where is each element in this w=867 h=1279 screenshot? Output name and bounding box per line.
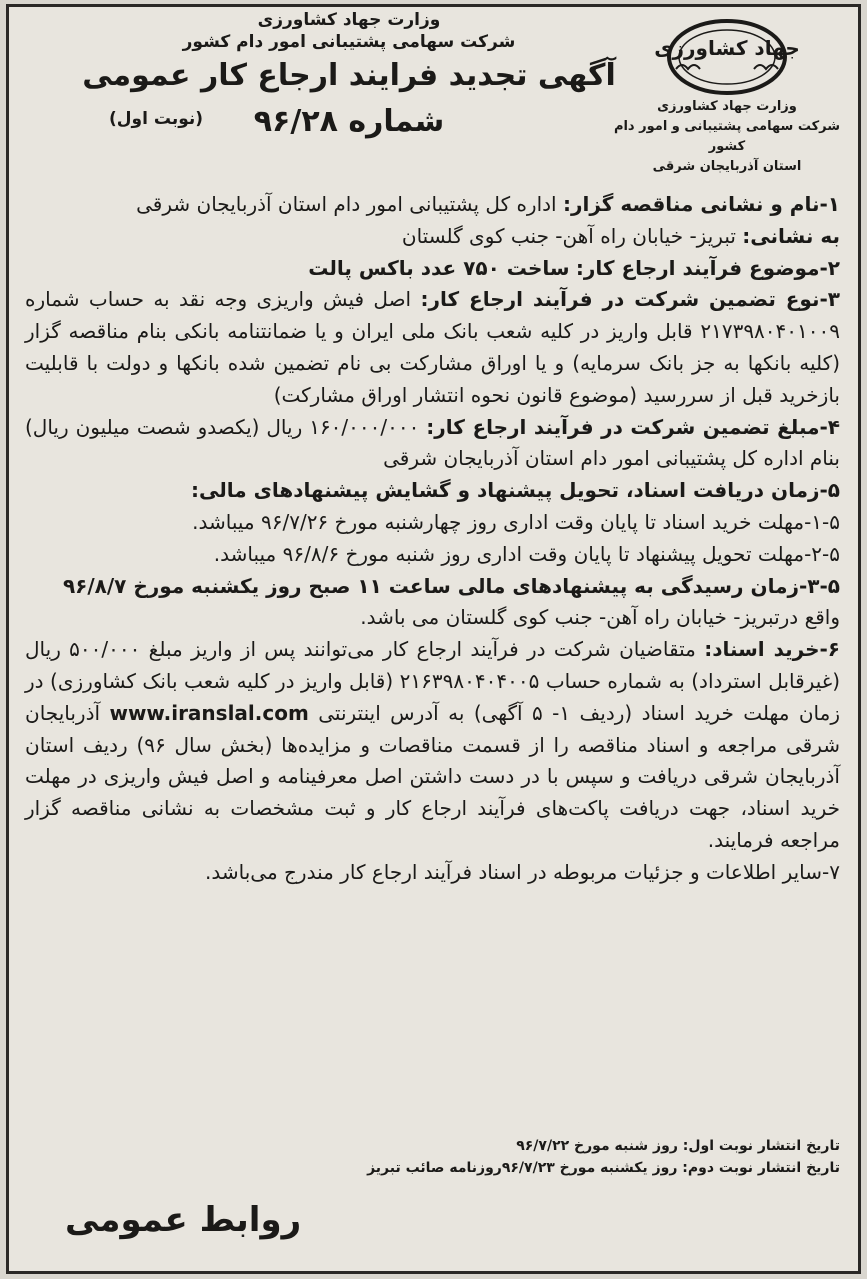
notice-turn: (نوبت اول) — [109, 109, 204, 129]
item-5-3: ۳-۵-زمان رسیدگی به پیشنهادهای مالی ساعت ۱۱ صبح روز یکشنبه مورخ ۹۶/۸/۷ — [62, 573, 840, 598]
publish-date-first: تاریخ انتشار نوبت اول: روز شنبه مورخ ۹۶/۷/۲۲ — [516, 1138, 840, 1154]
item-4-label: ۴-مبلغ تضمین شرکت در فرآیند ارجاع کار: — [426, 414, 841, 439]
notice-title: آگهی تجدید فرایند ارجاع کار عمومی — [82, 58, 616, 93]
item-5-1: ۱-۵-مهلت خرید اسناد تا پایان وقت اداری روز چهارشنبه مورخ ۹۶/۷/۲۶ میباشد. — [192, 509, 840, 534]
item-1-label: ۱-نام و نشانی مناقصه گزار: — [562, 192, 840, 216]
public-relations-signature: روابط عمومی — [65, 1200, 302, 1240]
item-3 — [25, 284, 840, 411]
item-1-address — [25, 221, 840, 253]
item-1-text: اداره کل پشتیبانی امور دام استان آذربایجان شرقی — [136, 192, 557, 216]
logo-block — [612, 17, 842, 187]
footer — [25, 1135, 840, 1240]
item-4-text: ۱۶۰/۰۰۰/۰۰۰ ریال (یکصدو شصت میلیون ریال) بنام اداره کل پشتیبانی امور دام استان آذربایجان شرقی — [25, 414, 840, 471]
ministry-name: وزارت جهاد کشاورزی — [257, 10, 441, 30]
item-6-text-b: آذربایجان شرقی مراجعه و اسناد مناقصه را از قسمت مناقصات و مزایده‌ها (بخش سال ۹۶) ردیف استان آذربایجان شرقی دریافت و سپس با در دست داشتن اصل معرفینامه و اصل فیش واریزی در مهلت خرید اسناد، جهت دریافت پاکت‌های فرآیند ارجاع کار و ثبت مشخصات به نشانی مناقصه گزار مراجعه فرمایند. — [25, 700, 840, 852]
notice-body — [25, 189, 840, 889]
item-2 — [25, 253, 840, 285]
logo-text: جهاد کشاورزی — [654, 36, 800, 60]
header-titles — [69, 9, 629, 145]
item-2-label: ۲-موضوع فرآیند ارجاع کار: — [575, 255, 840, 280]
item-3-text: اصل فیش واریزی وجه نقد به حساب شماره ۲۱۷۳۹۸۰۴۰۱۰۰۹ قابل واریز در کلیه شعب بانک ملی ایران و یا ضمانتنامه بانکی بنام مناقصه گزار (کلیه بانکها به جز بانک سرمایه) و یا اوراق مشارکت بی نام تضمین شده بانکها و دولت با قابلیت بازخرید قبل از سررسید (موضوع قانون نحوه انتشار اوراق مشارکت) — [25, 287, 840, 407]
item-6-url: www.iranslal.com — [109, 700, 309, 725]
logo-caption-ministry: وزارت جهاد کشاورزی — [657, 99, 797, 114]
item-2-text: ساخت ۷۵۰ عدد باکس پالت — [308, 255, 570, 280]
item-7: ۷-سایر اطلاعات و جزئیات مربوطه در اسناد فرآیند ارجاع کار مندرج می‌باشد. — [205, 859, 840, 884]
logo-caption-province: استان آذربایجان شرقی — [652, 159, 802, 174]
notice-number-row — [69, 99, 629, 145]
item-6 — [25, 634, 840, 857]
logo-caption-company: شرکت سهامی پشتیبانی و امور دام کشور — [613, 119, 841, 154]
item-1 — [25, 189, 840, 221]
company-name: شرکت سهامی پشتیبانی امور دام کشور — [182, 32, 516, 52]
item-4 — [25, 412, 840, 476]
jahad-logo-icon — [654, 17, 800, 97]
newspaper-clipping — [6, 4, 861, 1274]
item-1-address-label: به نشانی: — [742, 223, 840, 248]
item-6-label: ۶-خرید اسناد: — [704, 637, 841, 662]
item-3-label: ۳-نوع تضمین شرکت در فرآیند ارجاع کار: — [420, 287, 840, 312]
item-5-3-location: واقع درتبریز- خیابان راه آهن- جنب کوی گلستان می باشد. — [360, 605, 840, 630]
item-1-address-text: تبریز- خیابان راه آهن- جنب کوی گلستان — [401, 223, 736, 248]
publish-date-second: تاریخ انتشار نوبت دوم: روز یکشنبه مورخ ۹۶/۷/۲۳روزنامه صائب تبریز — [367, 1160, 840, 1176]
item-5: ۵-زمان دریافت اسناد، تحویل پیشنهاد و گشایش پیشنهادهای مالی: — [190, 478, 840, 503]
item-6-text-a: متقاضیان شرکت در فرآیند ارجاع کار می‌توانند پس از واریز مبلغ ۵۰۰/۰۰۰ ریال (غیرقابل استرداد) به شماره حساب ۲۱۶۳۹۸۰۴۰۴۰۰۵ (قابل واریز در کلیه شعب بانک کشاورزی) در زمان مهلت خرید اسناد (ردیف ۱- ۵ آگهی) به آدرس اینترنتی — [25, 637, 841, 725]
notice-number: شماره ۹۶/۲۸ — [253, 104, 445, 139]
item-5-2: ۲-۵-مهلت تحویل پیشنهاد تا پایان وقت اداری روز شنبه مورخ ۹۶/۸/۶ میباشد. — [213, 541, 840, 566]
header — [9, 7, 858, 187]
